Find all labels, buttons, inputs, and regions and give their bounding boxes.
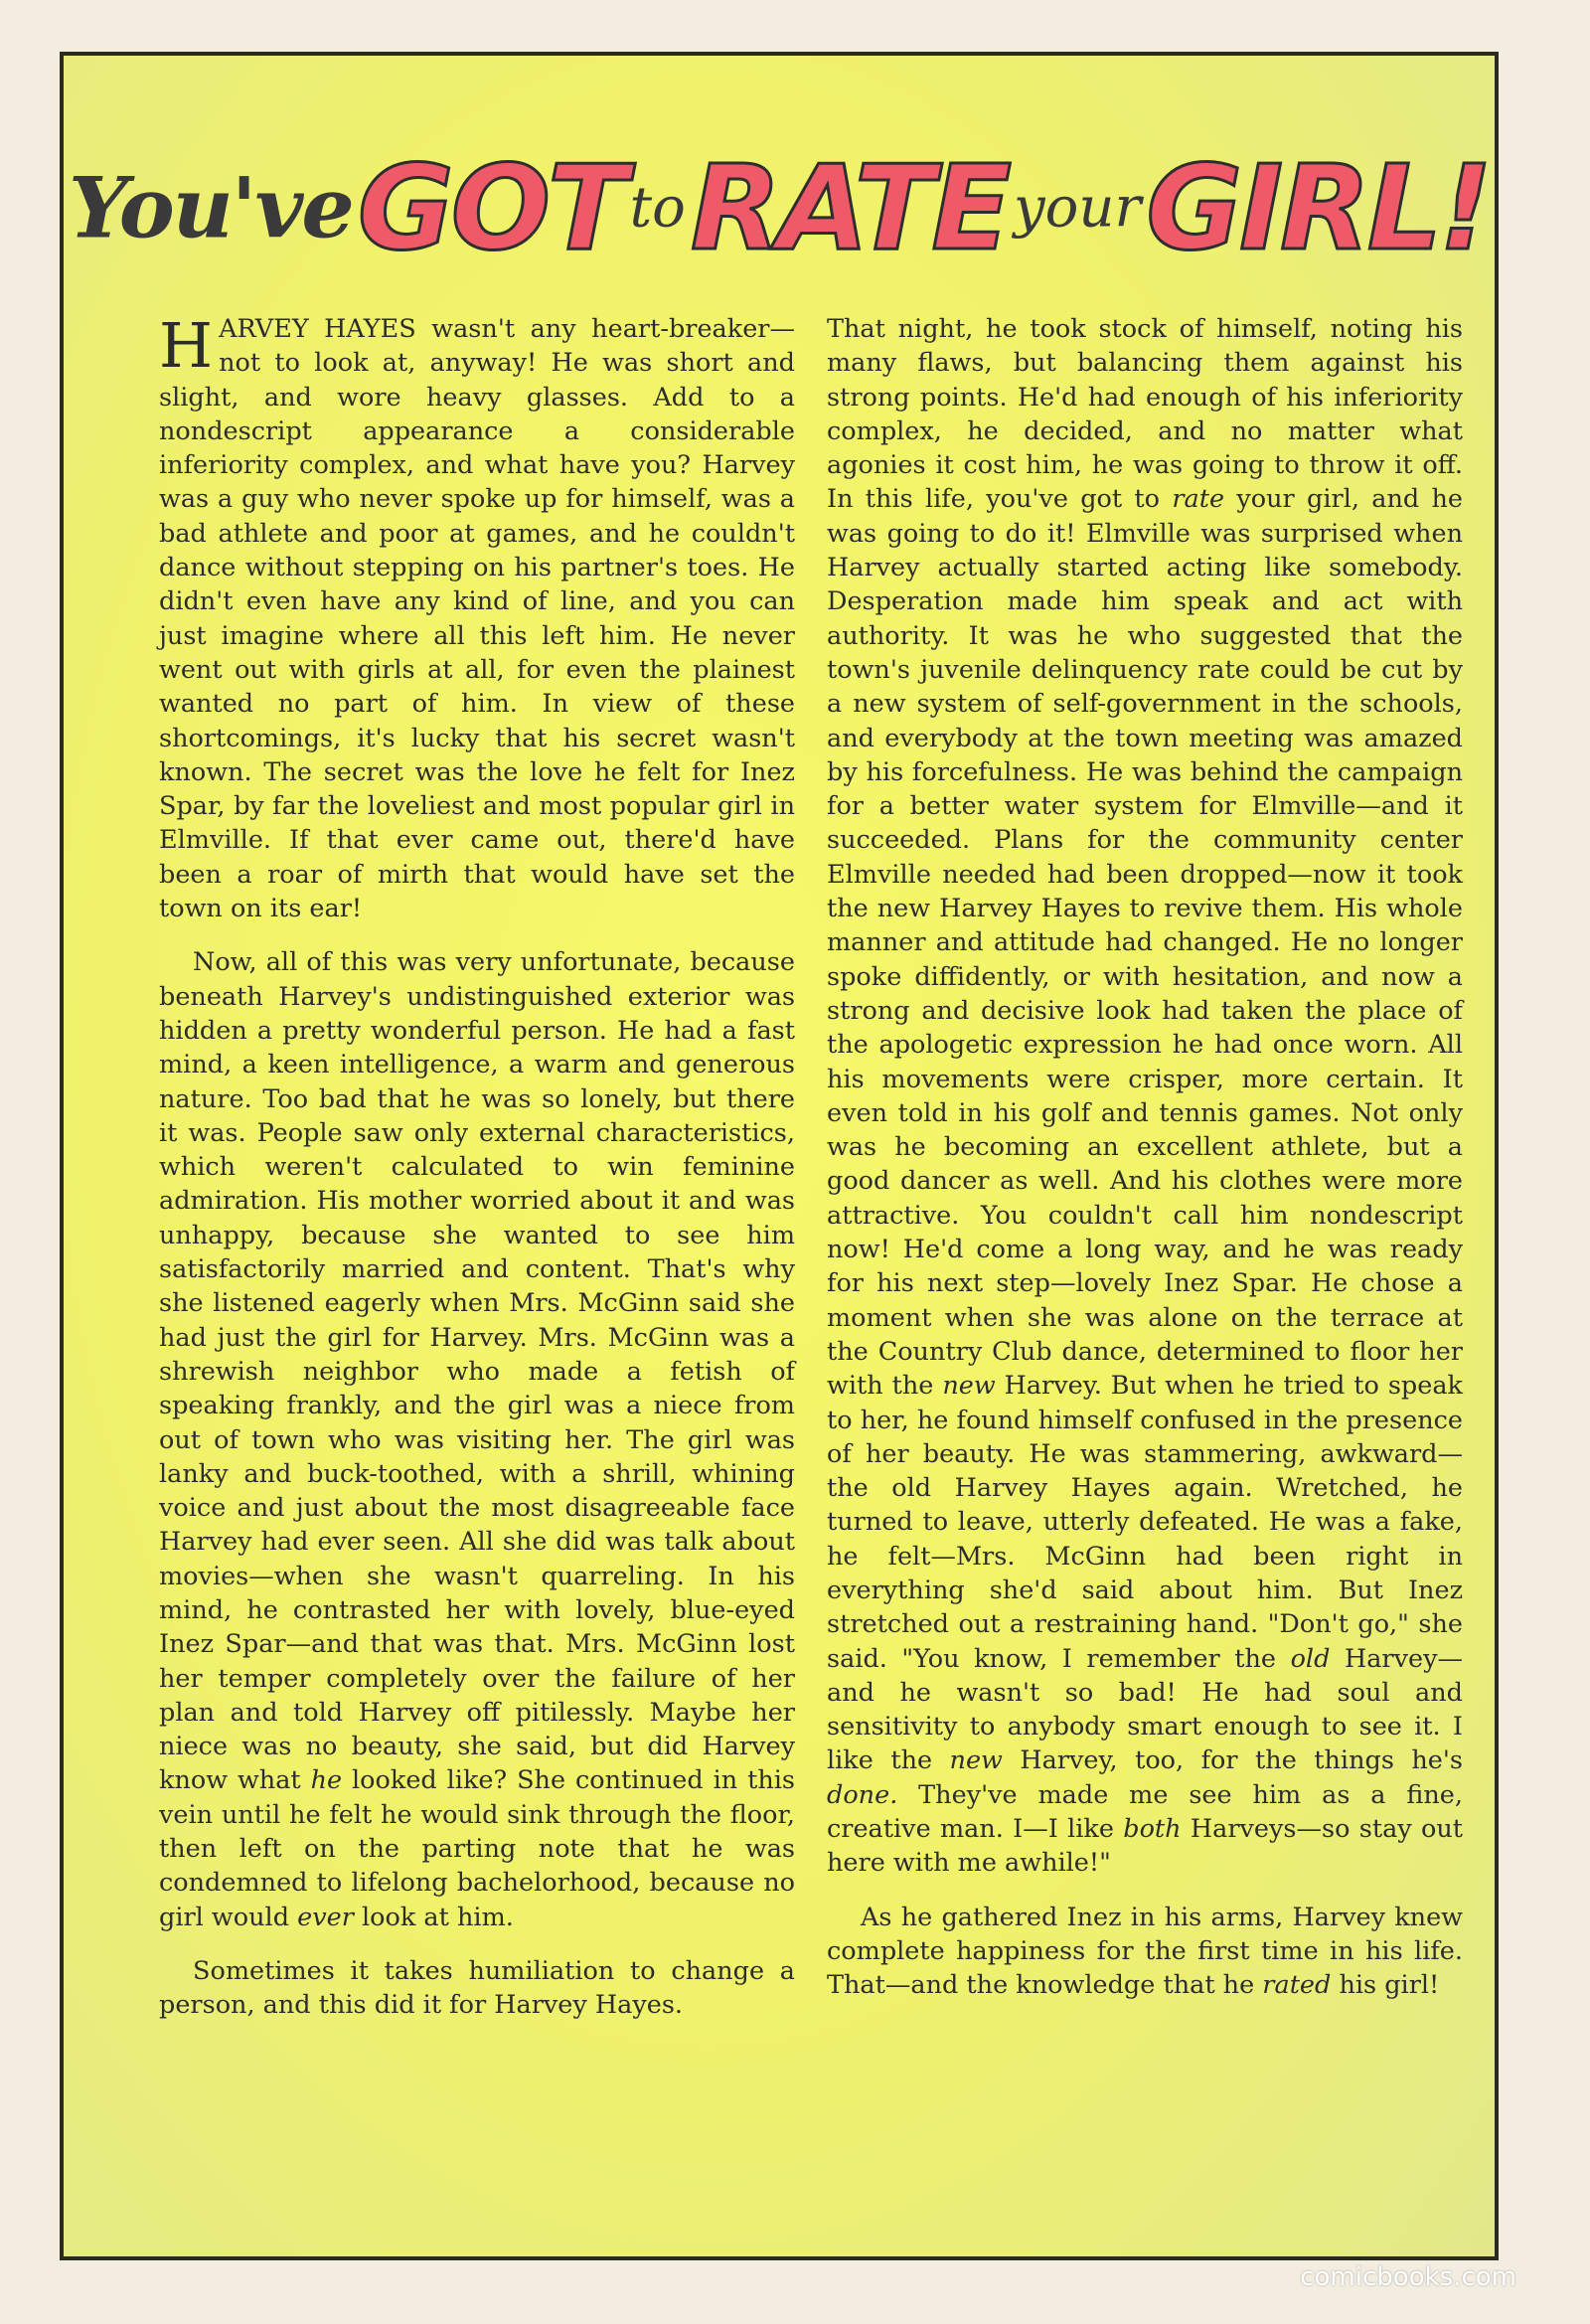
lead-name: ARVEY HAYES xyxy=(219,314,416,344)
paragraph-2-text-end: look at him. xyxy=(353,1902,514,1932)
title-rate: RATE xyxy=(690,139,1009,276)
title-got: GOT xyxy=(357,139,625,276)
paragraph-5 xyxy=(827,1901,1463,2003)
paragraph-4 xyxy=(827,312,1463,1881)
paragraph-4-text-g: Harveys—so stay out here with me awhile!" xyxy=(827,1814,1464,1879)
title-girl: GIRL! xyxy=(1146,139,1490,276)
paragraph-4-text-b: your girl, and he was going to do it! Elmville was surprised when Harvey actually started acting like somebody. Desperation made him speak and act with authority. It was he who suggested that the town's juvenile delinquency rate could be cut by a new system of self-government in the schools, and everybody at the town meeting was amazed by his forcefulness. He was behind the campaign for a better water system for Elmville—and it succeeded. Plans for the community center Elmville needed had been dropped—now it took the new Harvey Hayes to revive them. His whole manner and attitude had changed. He no longer spoke diffidently, or with hesitation, and now a strong and decisive look had taken the place of the apologetic expression he had once worn. All his movements were crisper, more certain. It even told in his golf and tennis games. Not only was he becoming an excellent athlete, but a good dancer as well. And his clothes were more attractive. You couldn't call him nondescript now! He'd come a long way, and he was ready for his next step—lovely Inez Spar. He chose a moment when she was alone on the terrace at the Country Club dance, determined to floor her with the xyxy=(827,484,1463,1402)
paragraph-1-text: wasn't any heart-breaker—not to look at, anyway! He was short and slight, and wore heavy glasses. Add to a nondescript appearance a considerable inferiority complex, and what have you? Harvey was a guy who never spoke up for himself, was a bad athlete and poor at games, and he couldn't dance without stepping on his partner's toes. He didn't even have any kind of line, and you can just imagine where all this left him. He never went out with girls at all, for even the plainest wanted no part of him. In view of these shortcomings, it's lucky that his secret wasn't known. The secret was the love he felt for Inez Spar, by far the loveliest and most popular girl in Elmville. If that ever came out, there'd have been a roar of mirth that would have set the town on its ear! xyxy=(159,314,795,924)
title-youve: You've xyxy=(69,158,353,257)
paragraph-4-text-e: Harvey, too, for the things he's xyxy=(1002,1745,1463,1776)
paragraph-4-text: That night, he took stock of himself, noting his many flaws, but balancing them against his strong points. He'd had enough of his inferiority complex, he decided, and no matter what agonies it cost him, he was going to throw it off. In this life, you've got to xyxy=(827,314,1463,515)
emphasis-new: new xyxy=(942,1371,996,1402)
title-your: your xyxy=(1014,175,1142,241)
emphasis-rate: rate xyxy=(1172,484,1225,515)
emphasis-rated: rated xyxy=(1262,1970,1332,2001)
story-panel xyxy=(60,52,1499,2260)
paragraph-2 xyxy=(159,945,795,1934)
paragraph-4-text-d: Harvey—and he wasn't so bad! He had soul and sensitivity to anybody smart enough to see it. I like the xyxy=(827,1643,1464,1776)
paragraph-5-text-end: his girl! xyxy=(1331,1970,1440,2001)
right-column xyxy=(827,312,1463,2023)
emphasis-old: old xyxy=(1290,1643,1331,1674)
paragraph-4-text-c: Harvey. But when he tried to speak to her, he found himself confused in the presence of her beauty. He was stammering, awkward—the old Harvey Hayes again. Wretched, he turned to leave, utterly defeated. He was a fake, he felt—Mrs. McGinn had been right in everything she'd said about him. But Inez stretched out a restraining hand. "Don't go," she said. "You know, I remember the xyxy=(827,1371,1463,1674)
title-to: to xyxy=(629,175,686,241)
emphasis-new-2: new xyxy=(949,1745,1003,1776)
paragraph-3: Sometimes it takes humiliation to change a person, and this did it for Harvey Hayes. xyxy=(159,1955,795,2021)
emphasis-done: done. xyxy=(827,1779,898,1810)
drop-cap: H xyxy=(159,309,214,382)
emphasis-both: both xyxy=(1123,1814,1182,1845)
left-column xyxy=(159,309,795,2043)
paragraph-2-text: Now, all of this was very unfortunate, because beneath Harvey's undistinguished exterior was hidden a pretty wonderful person. He had a fast mind, a keen intelligence, a warm and generous nature. Too bad that he was so lonely, but there it was. People saw only external characteristics, which weren't calculated to win feminine admiration. His mother worried about it and was unhappy, because she wanted to see him satisfactorily married and content. That's why she listened eagerly when Mrs. McGinn said she had just the girl for Harvey. Mrs. McGinn was a shrewish neighbor who made a fetish of speaking frankly, and the girl was a niece from out of town who was visiting her. The girl was lanky and buck-toothed, with a shrill, whining voice and just about the most disagreeable face Harvey had ever seen. All she did was talk about movies—when she wasn't quarreling. In his mind, he contrasted her with lovely, blue-eyed Inez Spar—and that was that. Mrs. McGinn lost her temper completely over the failure of her plan and told Harvey off pitilessly. Maybe her niece was no beauty, she said, but did Harvey know what xyxy=(159,947,795,1796)
paragraph-4-text-f: They've made me see him as a fine, creative man. I—I like xyxy=(827,1779,1463,1845)
paragraph-1 xyxy=(159,309,795,925)
emphasis-he: he xyxy=(310,1765,343,1796)
watermark: comicbooks.com xyxy=(1300,2262,1516,2292)
paragraph-2-text-cont: looked like? She continued in this vein until he felt he would sink through the floor, then left on the parting note that he was condemned to lifelong bachelorhood, because no girl would xyxy=(159,1765,795,1932)
story-title xyxy=(64,139,1495,308)
emphasis-ever: ever xyxy=(297,1902,354,1932)
paragraph-5-text: As he gathered Inez in his arms, Harvey knew complete happiness for the first time in his life. That—and the knowledge that he xyxy=(827,1902,1463,2001)
